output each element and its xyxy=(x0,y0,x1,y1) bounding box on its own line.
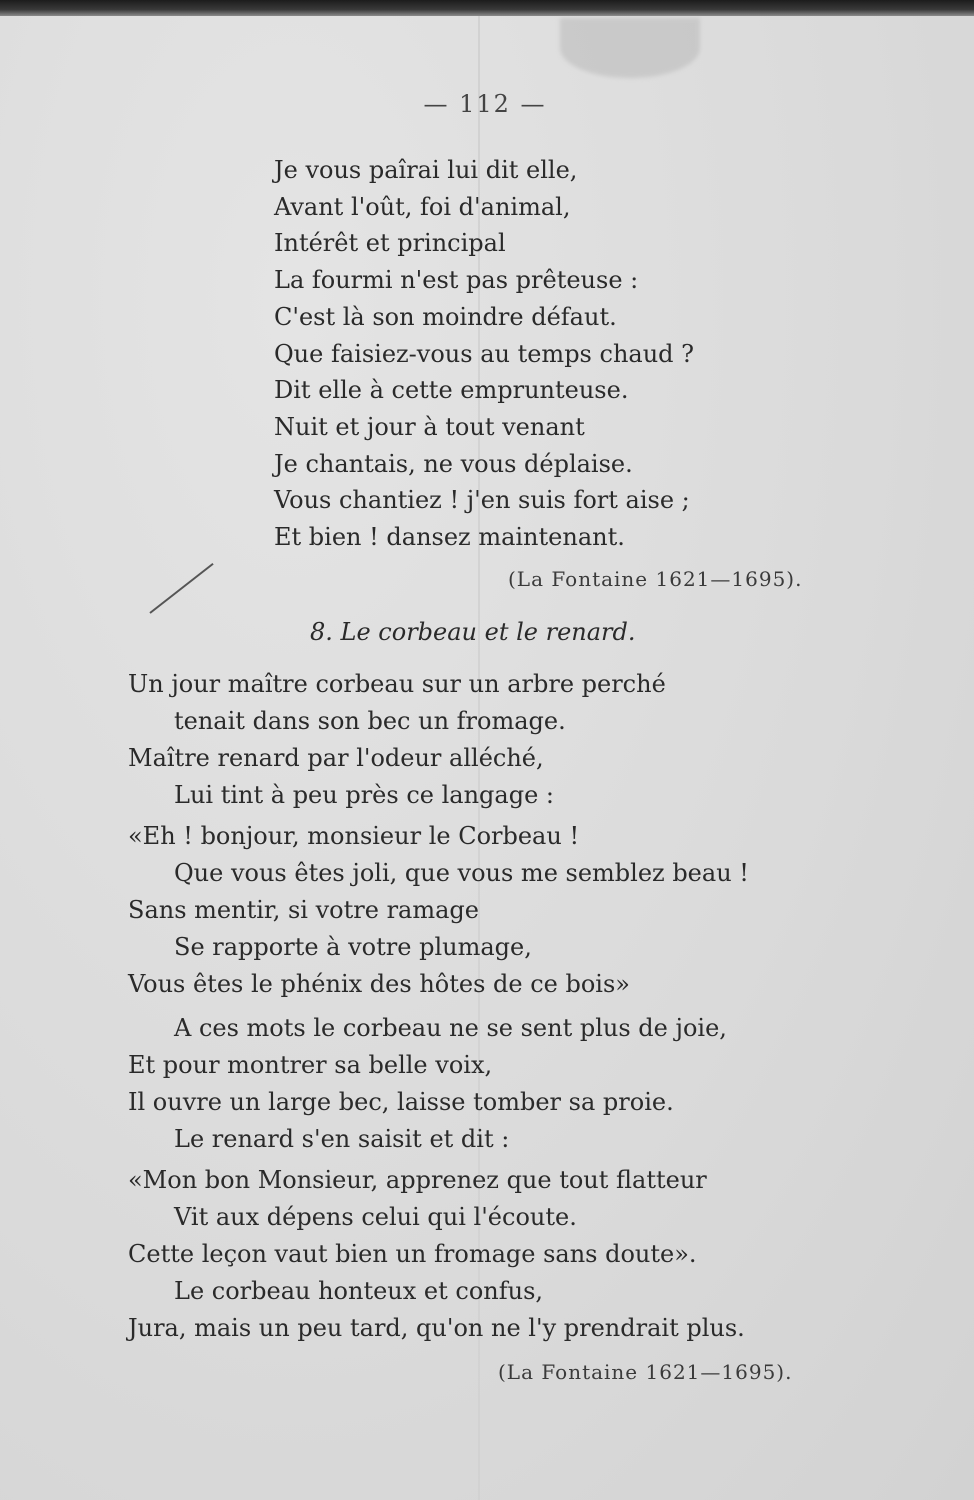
verse-line: Vit aux dépens celui qui l'écoute. xyxy=(174,1203,577,1231)
pencil-mark xyxy=(149,563,213,614)
verse-line: Lui tint à peu près ce langage : xyxy=(174,781,554,809)
verse-line: Je vous paîrai lui dit elle, xyxy=(274,156,578,184)
verse-line: tenait dans son bec un fromage. xyxy=(174,707,566,735)
verse-line: Que faisiez-vous au temps chaud ? xyxy=(274,339,695,368)
section-title: 8. Le corbeau et le renard. xyxy=(310,618,636,646)
verse-line: Il ouvre un large bec, laisse tomber sa proie. xyxy=(128,1088,674,1116)
verse-line: Je chantais, ne vous déplaise. xyxy=(274,449,633,478)
verse-line: Avant l'oût, foi d'animal, xyxy=(274,192,571,221)
verse-line: La fourmi n'est pas prêteuse : xyxy=(274,266,639,295)
verse-line: Se rapporte à votre plumage, xyxy=(174,933,532,961)
verse-line: Le corbeau honteux et confus, xyxy=(174,1277,544,1305)
verse-line: Et bien ! dansez maintenant. xyxy=(274,523,625,552)
verse-line: C'est là son moindre défaut. xyxy=(274,302,617,331)
verse-line: Jura, mais un peu tard, qu'on ne l'y prendrait plus. xyxy=(128,1314,745,1342)
attribution-2: (La Fontaine 1621—1695). xyxy=(498,1360,793,1384)
verse-line: Nuit et jour à tout venant xyxy=(274,412,585,441)
water-stain xyxy=(560,18,700,78)
verse-line: Le renard s'en saisit et dit : xyxy=(174,1125,510,1153)
verse-line: Dit elle à cette emprunteuse. xyxy=(274,376,629,405)
page-top-edge xyxy=(0,0,974,16)
verse-line: Cette leçon vaut bien un fromage sans doute». xyxy=(128,1240,697,1268)
verse-line: Que vous êtes joli, que vous me semblez beau ! xyxy=(174,859,749,887)
verse-line: Et pour montrer sa belle voix, xyxy=(128,1051,493,1079)
attribution-1: (La Fontaine 1621—1695). xyxy=(508,567,803,591)
verse-line: Intérêt et principal xyxy=(274,229,506,258)
verse-line: A ces mots le corbeau ne se sent plus de joie, xyxy=(174,1014,727,1042)
verse-line: Maître renard par l'odeur alléché, xyxy=(128,744,544,772)
verse-line: «Mon bon Monsieur, apprenez que tout flatteur xyxy=(128,1166,707,1194)
verse-line: Un jour maître corbeau sur un arbre perché xyxy=(128,670,666,698)
page-number: — 112 — xyxy=(423,90,547,118)
verse-line: Vous êtes le phénix des hôtes de ce bois» xyxy=(128,970,630,998)
verse-line: «Eh ! bonjour, monsieur le Corbeau ! xyxy=(128,822,580,850)
poem-cigale-fourmi xyxy=(274,152,794,556)
verse-line: Sans mentir, si votre ramage xyxy=(128,896,479,924)
verse-line: Vous chantiez ! j'en suis fort aise ; xyxy=(274,486,690,515)
